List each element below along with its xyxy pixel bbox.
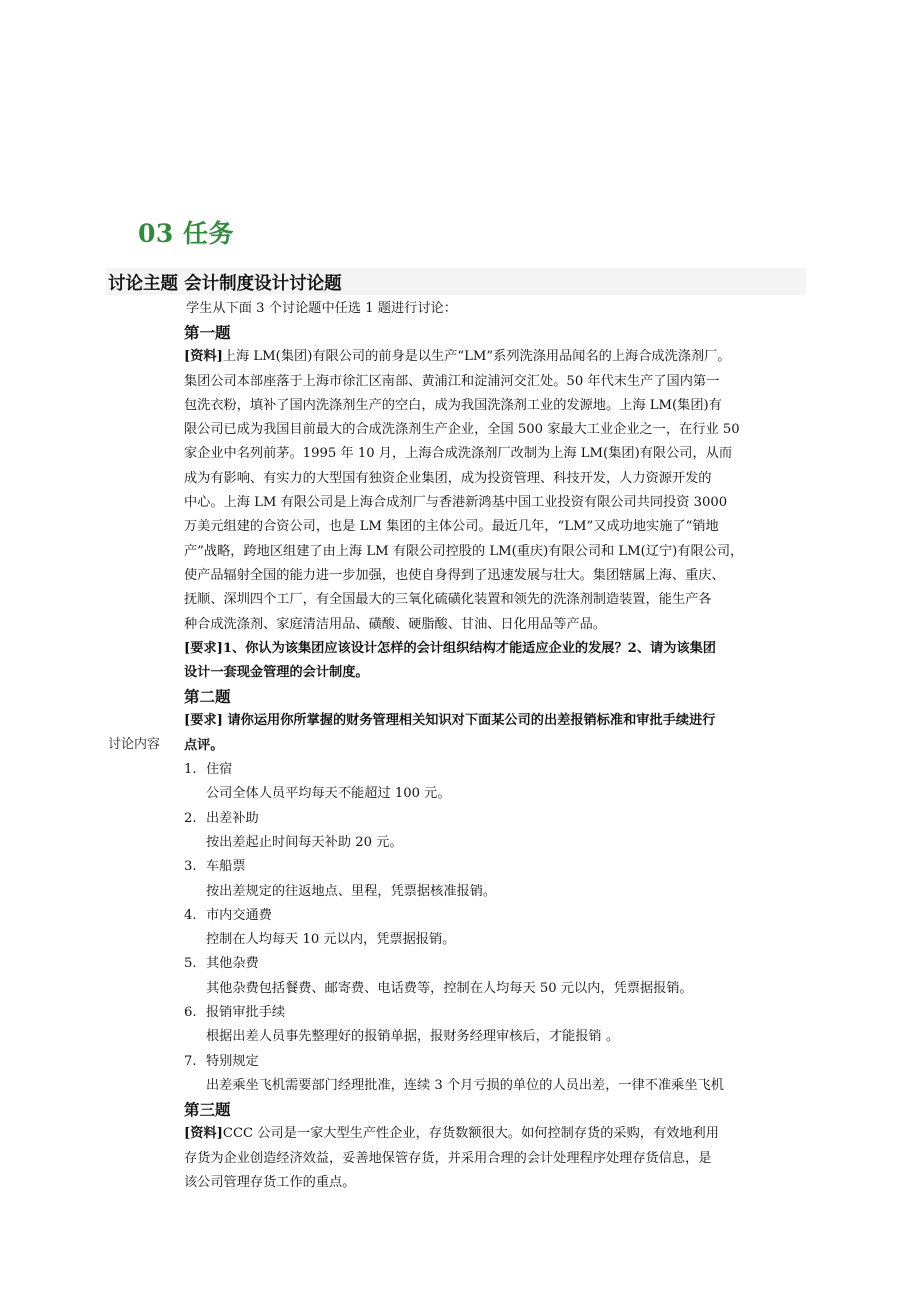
q1-material-line: 限公司已成为我国目前最大的合成洗涤剂生产企业，全国 500 家最大工业企业之一，在行业 50 — [184, 422, 740, 438]
list-item-detail: 控制在人均每天 10 元以内，凭票据报销。 — [206, 932, 456, 948]
list-item-label: 住宿 — [206, 762, 233, 778]
intro-text: 学生从下面 3 个讨论题中任选 1 题进行讨论： — [186, 301, 457, 316]
q1-requirement-line: [要求]1、你认为该集团应该设计怎样的会计组织结构才能适应企业的发展？2、请为该集团 — [184, 640, 716, 656]
list-item — [184, 1050, 808, 1074]
q3-material-line: 该公司管理存货工作的重点。 — [184, 1174, 356, 1190]
list-item — [184, 952, 808, 976]
list-item-number: 3. — [184, 859, 197, 875]
list-item-number: 7. — [184, 1053, 197, 1069]
list-item-number: 2. — [184, 810, 197, 826]
list-item-label: 出差补助 — [206, 810, 259, 826]
list-item-detail: 公司全体人员平均每天不能超过 100 元。 — [206, 786, 451, 802]
q1-material-line: 万美元组建的合资公司，也是 LM 集团的主体公司。最近几年，“LM”又成功地实施了“销地 — [184, 519, 719, 535]
list-item — [184, 1001, 808, 1025]
list-item-number: 4. — [184, 907, 197, 923]
list-item-detail: 根据出差人员事先整理好的报销单据，报财务经理审核后，才能报销 。 — [206, 1029, 620, 1045]
q1-material-line: 种合成洗涤剂、家庭清洁用品、磺酸、硬脂酸、甘油、日化用品等产品。 — [184, 616, 606, 632]
question-3-title: 第三题 — [184, 1101, 231, 1120]
discussion-content — [184, 297, 808, 1195]
q1-material-line: [资料]上海 LM(集团)有限公司的前身是以生产“LM”系列洗涤用品闻名的上海合成洗涤剂厂。 — [184, 349, 731, 365]
discussion-content-label: 讨论内容 — [108, 737, 161, 752]
q3-material-line: 存货为企业创造经济效益，妥善地保管存货，并采用合理的会计处理程序处理存货信息，是 — [184, 1150, 712, 1166]
q1-material-line: 中心。上海 LM 有限公司是上海合成剂厂与香港新鸿基中国工业投资有限公司共同投资 3000 — [184, 495, 728, 511]
list-item-number: 1. — [184, 762, 197, 778]
question-1-title: 第一题 — [184, 324, 231, 343]
question-2-title: 第二题 — [184, 688, 231, 707]
material-label: [资料] — [184, 1126, 223, 1142]
list-item-detail: 按出差规定的往返地点、里程，凭票据核准报销。 — [206, 883, 497, 899]
q2-requirement-line: [要求] 请你运用你所掌握的财务管理相关知识对下面某公司的出差报销标准和审批手续进行 — [184, 713, 716, 729]
topic-title: 讨论主题 会计制度设计讨论题 — [108, 274, 342, 294]
q1-material-line: 使产品辐射全国的能力进一步加强，也使自身得到了迅速发展与壮大。集团辖属上海、重庆、 — [184, 567, 725, 583]
q1-material-line: 家企业中名列前茅。1995 年 10 月，上海合成洗涤剂厂改制为上海 LM(集团)有限公司，从而 — [184, 446, 733, 462]
list-item-detail: 其他杂费包括餐费、邮寄费、电话费等，控制在人均每天 50 元以内，凭票据报销。 — [206, 980, 693, 996]
list-item-label: 市内交通费 — [206, 907, 272, 923]
section-heading: 03 任务 — [138, 219, 234, 248]
list-item-detail: 出差乘坐飞机需要部门经理批准，连续 3 个月亏损的单位的人员出差，一律不准乘坐飞机 — [206, 1077, 724, 1093]
list-item — [184, 758, 808, 782]
q3-material-line: [资料]CCC 公司是一家大型生产性企业，存货数额很大。如何控制存货的采购，有效地利用 — [184, 1126, 719, 1142]
list-item — [184, 855, 808, 879]
list-item-label: 报销审批手续 — [206, 1005, 286, 1021]
list-item-label: 其他杂费 — [206, 956, 259, 972]
q1-material-line: 产”战略，跨地区组建了由上海 LM 有限公司控股的 LM(重庆)有限公司和 LM(辽宁)有限公司， — [184, 543, 744, 559]
q1-material-line: 抚顺、深圳四个工厂，有全国最大的三氧化硫磺化装置和领先的洗涤剂制造装置，能生产各 — [184, 592, 712, 608]
material-label: [资料] — [184, 349, 223, 365]
list-item-number: 6. — [184, 1005, 197, 1021]
list-item — [184, 904, 808, 928]
list-item-label: 车船票 — [206, 859, 246, 875]
list-item-number: 5. — [184, 956, 197, 972]
q1-material-line: 包洗衣粉，填补了国内洗涤剂生产的空白，成为我国洗涤剂工业的发源地。上海 LM(集团)有 — [184, 397, 722, 413]
q2-requirement-line: 点评。 — [184, 737, 224, 753]
list-item-detail: 按出差起止时间每天补助 20 元。 — [206, 834, 403, 850]
list-item — [184, 807, 808, 831]
q1-requirement-line: 设计一套现金管理的会计制度。 — [184, 665, 369, 681]
q1-material-line: 集团公司本部座落于上海市徐汇区南部、黄浦江和淀浦河交汇处。50 年代末生产了国内第一 — [184, 373, 720, 389]
q1-material-line: 成为有影响、有实力的大型国有独资企业集团，成为投资管理、科技开发，人力资源开发的 — [184, 470, 712, 486]
list-item-label: 特别规定 — [206, 1053, 259, 1069]
